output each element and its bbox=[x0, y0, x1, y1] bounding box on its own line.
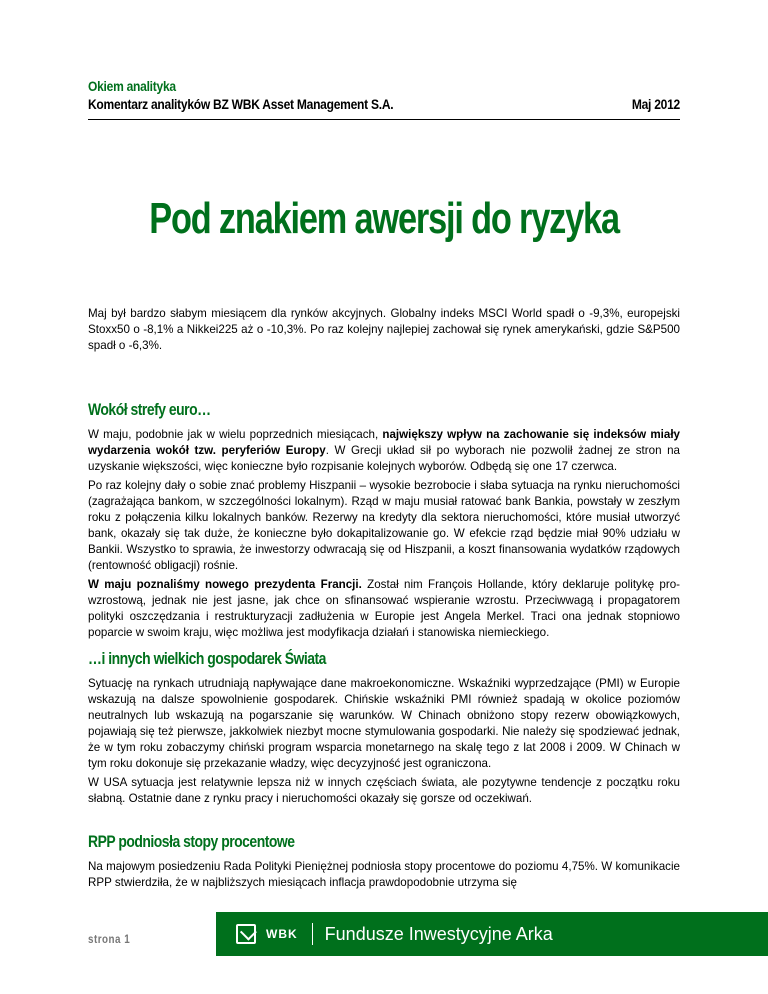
paragraph-text: W USA sytuacja jest relatywnie lepsza niż w innych częściach świata, ale pozytywne tendencje z początku roku słabną. Ostatnie dane z rynku pracy i nieruchomości okazały się gorsze od oczekiwań. bbox=[88, 776, 680, 805]
paragraph-emphasis: W maju poznaliśmy nowego prezydenta Francji. bbox=[88, 578, 362, 591]
page-title-text: Pod znakiem awersji do ryzyka bbox=[149, 194, 619, 243]
paragraph-text: . W Grecji układ sił po wyborach nie pozwolił żadnej ze stron na uzyskanie większości, więc konieczne było rozpisanie kolejnych wyborów. Odbędą się one 17 czerwca. bbox=[88, 444, 680, 473]
paragraph-text: Na majowym posiedzeniu Rada Polityki Pieniężnej podniosła stopy procentowe do poziomu 4,75%. W komunikacie RPP stwierdziła, że w najbliższych miesiącach inflacja prawdopodobnie utrzyma się bbox=[88, 860, 680, 889]
footer-brand-text: Fundusze Inwestycyjne Arka bbox=[324, 923, 553, 944]
header-kicker: Okiem analityka bbox=[88, 78, 176, 94]
header-date: Maj 2012 bbox=[631, 96, 680, 112]
bz-logo-icon bbox=[236, 924, 256, 944]
paragraph bbox=[88, 427, 680, 475]
paragraph-text: Po raz kolejny dały o sobie znać problemy Hiszpanii – wysokie bezrobocie i słaba sytuacja na rynku nieruchomości (zagrażająca bankom, w szczególności lokalnym). Rząd w maju musiał ratować bank Bankia, powstały w zeszłym roku z połączenia kilku lokalnych banków. Rezerwy na kredyty dla sektora nieruchomości, które musiał utworzyć bank, okazały się tak duże, że konieczne było dokapitalizowanie go. W efekcie rząd będzie miał 90% udziału w Bankii. Wszystko to sprawia, że inwestorzy odwracają się od Hiszpanii, a koszt finansowania wydatków rządowych (rentowność obligacji) rośnie. bbox=[88, 479, 680, 572]
section-body-economies bbox=[88, 676, 680, 810]
paragraph bbox=[88, 775, 680, 807]
paragraph-text: W maju, podobnie jak w wielu poprzednich miesiącach, bbox=[88, 428, 383, 441]
section-body-euro bbox=[88, 427, 680, 644]
wbk-logo: WBK bbox=[266, 927, 298, 941]
section-body-rpp bbox=[88, 859, 680, 894]
paragraph bbox=[88, 859, 680, 891]
section-heading-euro: Wokół strefy euro… bbox=[88, 400, 211, 419]
intro-paragraph bbox=[88, 306, 680, 357]
paragraph bbox=[88, 577, 680, 641]
section-heading-rpp: RPP podniosła stopy procentowe bbox=[88, 832, 295, 851]
footer-divider bbox=[312, 923, 313, 945]
page-title bbox=[0, 194, 768, 244]
section-heading-economies: …i innych wielkich gospodarek Świata bbox=[88, 649, 326, 668]
header-rule bbox=[88, 119, 680, 120]
paragraph bbox=[88, 478, 680, 574]
document-header bbox=[88, 78, 680, 116]
paragraph-text: Został nim François Hollande, który deklaruje politykę pro-wzrostową, jednak nie jest jasne, jak chce on sfinansować wspieranie wzrostu. Przeciwwagą i propagatorem polityki oszczędzania i restrukturyzacji zadłużenia w Europie jest Angela Merkel. Traci ona jednak stopniowo poparcie w swoim kraju, więc możliwa jest modyfikacja działań i stanowiska niemieckiego. bbox=[88, 578, 681, 639]
page-number: strona 1 bbox=[88, 932, 131, 946]
header-subtitle: Komentarz analityków BZ WBK Asset Management S.A. bbox=[88, 96, 394, 112]
paragraph bbox=[88, 676, 680, 772]
paragraph-emphasis: największy wpływ na zachowanie się indeksów miały wydarzenia wokół tzw. peryferiów Europy bbox=[88, 428, 680, 457]
header-subline bbox=[88, 96, 680, 116]
paragraph-text: Sytuację na rynkach utrudniają napływające dane makroekonomiczne. Wskaźniki wyprzedzające (PMI) w Europie wskazują na dalsze spowolnienie gospodarek. Chińskie wskaźniki PMI również spadają w okolice poziomów neutralnych lub wskazują na pogarszanie się warunków. W Chinach obniżono stopy rezerw obowiązkowych, pojawiają się też pierwsze, jakkolwiek niezbyt mocne stymulowania gospodarki. Nie należy się spodziewać jednak, że w tym roku zobaczymy chiński program wsparcia monetarnego na skalę tego z lat 2008 i 2009. W Chinach w tym roku dokonuje się przekazanie władzy, więc decyzyjność jest ograniczona. bbox=[88, 677, 680, 770]
intro-text: Maj był bardzo słabym miesiącem dla rynków akcyjnych. Globalny indeks MSCI World spadł o -9,3%, europejski Stoxx50 o -8,1% a Nikkei225 aż o -10,3%. Po raz kolejny najlepiej zachował się rynek amerykański, gdzie S&P500 spadł o -6,3%. bbox=[88, 307, 680, 352]
footer-brand-bar bbox=[216, 912, 768, 956]
